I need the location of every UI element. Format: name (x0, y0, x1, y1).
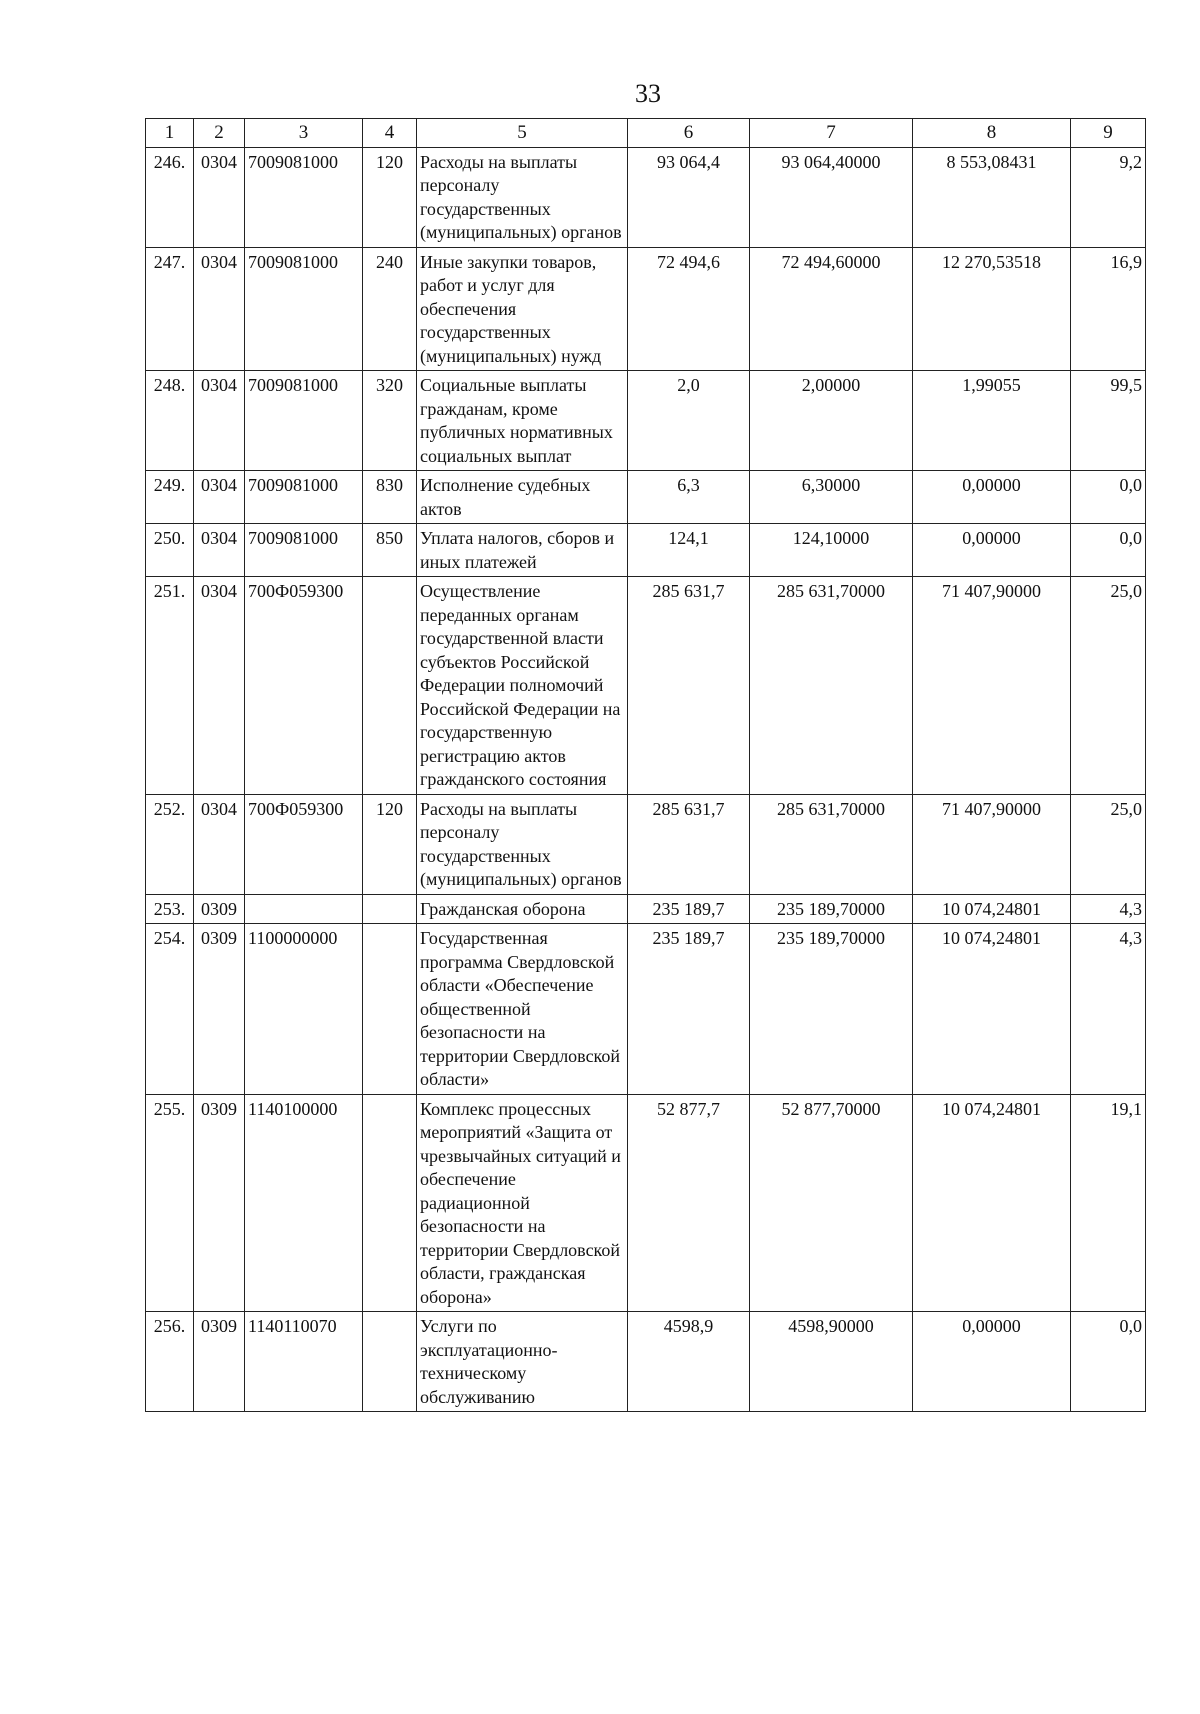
expense-type (363, 894, 417, 924)
column-header: 3 (245, 119, 363, 148)
table-row (146, 247, 1146, 371)
section-code: 0304 (194, 524, 245, 577)
table-row (146, 1312, 1146, 1412)
value-col8: 0,00000 (913, 1312, 1071, 1412)
column-header: 9 (1071, 119, 1146, 148)
section-code: 0304 (194, 794, 245, 894)
expense-type: 240 (363, 247, 417, 371)
value-col7: 285 631,70000 (750, 577, 913, 795)
value-col7: 93 064,40000 (750, 147, 913, 247)
value-col7: 285 631,70000 (750, 794, 913, 894)
value-col8: 10 074,24801 (913, 924, 1071, 1095)
row-number: 250. (146, 524, 194, 577)
row-number: 247. (146, 247, 194, 371)
item-name: Государственная программа Свердловской области «Обеспечение общественной безопасности на территории Свердловской области» (417, 924, 628, 1095)
column-header: 7 (750, 119, 913, 148)
section-code: 0304 (194, 371, 245, 471)
percent-value: 4,3 (1071, 924, 1146, 1095)
item-name: Исполнение судебных актов (417, 471, 628, 524)
expense-type (363, 1312, 417, 1412)
value-col7: 72 494,60000 (750, 247, 913, 371)
value-col7: 235 189,70000 (750, 924, 913, 1095)
value-col7: 2,00000 (750, 371, 913, 471)
target-code: 1100000000 (245, 924, 363, 1095)
table-row (146, 924, 1146, 1095)
percent-value: 16,9 (1071, 247, 1146, 371)
value-col8: 1,99055 (913, 371, 1071, 471)
section-code: 0304 (194, 577, 245, 795)
target-code: 7009081000 (245, 247, 363, 371)
table-row (146, 894, 1146, 924)
target-code: 7009081000 (245, 371, 363, 471)
row-number: 255. (146, 1094, 194, 1312)
target-code: 7009081000 (245, 471, 363, 524)
percent-value: 9,2 (1071, 147, 1146, 247)
row-number: 252. (146, 794, 194, 894)
value-col8: 71 407,90000 (913, 577, 1071, 795)
target-code: 7009081000 (245, 524, 363, 577)
percent-value: 4,3 (1071, 894, 1146, 924)
percent-value: 25,0 (1071, 794, 1146, 894)
table-row (146, 471, 1146, 524)
item-name: Расходы на выплаты персоналу государственных (муниципальных) органов (417, 794, 628, 894)
row-number: 246. (146, 147, 194, 247)
column-header: 5 (417, 119, 628, 148)
section-code: 0304 (194, 147, 245, 247)
section-code: 0304 (194, 471, 245, 524)
header-row (146, 119, 1146, 148)
table-row (146, 794, 1146, 894)
target-code: 700Ф059300 (245, 794, 363, 894)
percent-value: 0,0 (1071, 1312, 1146, 1412)
value-col6: 72 494,6 (628, 247, 750, 371)
value-col6: 285 631,7 (628, 577, 750, 795)
target-code: 700Ф059300 (245, 577, 363, 795)
value-col6: 235 189,7 (628, 894, 750, 924)
percent-value: 0,0 (1071, 471, 1146, 524)
item-name: Уплата налогов, сборов и иных платежей (417, 524, 628, 577)
item-name: Расходы на выплаты персоналу государственных (муниципальных) органов (417, 147, 628, 247)
value-col8: 0,00000 (913, 471, 1071, 524)
value-col6: 6,3 (628, 471, 750, 524)
percent-value: 25,0 (1071, 577, 1146, 795)
row-number: 254. (146, 924, 194, 1095)
target-code: 1140100000 (245, 1094, 363, 1312)
target-code (245, 894, 363, 924)
expense-type: 120 (363, 794, 417, 894)
expense-type: 120 (363, 147, 417, 247)
column-header: 1 (146, 119, 194, 148)
section-code: 0309 (194, 1312, 245, 1412)
value-col6: 124,1 (628, 524, 750, 577)
value-col8: 0,00000 (913, 524, 1071, 577)
value-col6: 4598,9 (628, 1312, 750, 1412)
item-name: Социальные выплаты гражданам, кроме публичных нормативных социальных выплат (417, 371, 628, 471)
expense-type (363, 1094, 417, 1312)
row-number: 251. (146, 577, 194, 795)
row-number: 253. (146, 894, 194, 924)
value-col6: 285 631,7 (628, 794, 750, 894)
value-col7: 4598,90000 (750, 1312, 913, 1412)
value-col8: 10 074,24801 (913, 1094, 1071, 1312)
expense-type: 830 (363, 471, 417, 524)
item-name: Услуги по эксплуатационно-техническому обслуживанию (417, 1312, 628, 1412)
percent-value: 0,0 (1071, 524, 1146, 577)
section-code: 0309 (194, 924, 245, 1095)
section-code: 0304 (194, 247, 245, 371)
value-col8: 12 270,53518 (913, 247, 1071, 371)
value-col6: 235 189,7 (628, 924, 750, 1095)
item-name: Гражданская оборона (417, 894, 628, 924)
value-col7: 124,10000 (750, 524, 913, 577)
item-name: Комплекс процессных мероприятий «Защита от чрезвычайных ситуаций и обеспечение радиационной безопасности на территории Свердловской области, гражданская оборона» (417, 1094, 628, 1312)
value-col8: 10 074,24801 (913, 894, 1071, 924)
value-col6: 93 064,4 (628, 147, 750, 247)
value-col7: 52 877,70000 (750, 1094, 913, 1312)
expense-type: 850 (363, 524, 417, 577)
column-header: 4 (363, 119, 417, 148)
value-col6: 52 877,7 (628, 1094, 750, 1312)
item-name: Иные закупки товаров, работ и услуг для обеспечения государственных (муниципальных) нужд (417, 247, 628, 371)
budget-table (145, 118, 1146, 1412)
value-col6: 2,0 (628, 371, 750, 471)
target-code: 1140110070 (245, 1312, 363, 1412)
table-row (146, 577, 1146, 795)
value-col8: 8 553,08431 (913, 147, 1071, 247)
value-col7: 6,30000 (750, 471, 913, 524)
column-header: 8 (913, 119, 1071, 148)
table-row (146, 147, 1146, 247)
target-code: 7009081000 (245, 147, 363, 247)
column-header: 2 (194, 119, 245, 148)
page-number: 33 (635, 79, 661, 108)
item-name: Осуществление переданных органам государственной власти субъектов Российской Федерации полномочий Российской Федерации на государственную регистрацию актов гражданского состояния (417, 577, 628, 795)
value-col8: 71 407,90000 (913, 794, 1071, 894)
row-number: 248. (146, 371, 194, 471)
column-header: 6 (628, 119, 750, 148)
percent-value: 19,1 (1071, 1094, 1146, 1312)
table-row (146, 1094, 1146, 1312)
expense-type (363, 577, 417, 795)
value-col7: 235 189,70000 (750, 894, 913, 924)
section-code: 0309 (194, 894, 245, 924)
row-number: 249. (146, 471, 194, 524)
table-row (146, 524, 1146, 577)
row-number: 256. (146, 1312, 194, 1412)
percent-value: 99,5 (1071, 371, 1146, 471)
expense-type (363, 924, 417, 1095)
section-code: 0309 (194, 1094, 245, 1312)
table-row (146, 371, 1146, 471)
expense-type: 320 (363, 371, 417, 471)
